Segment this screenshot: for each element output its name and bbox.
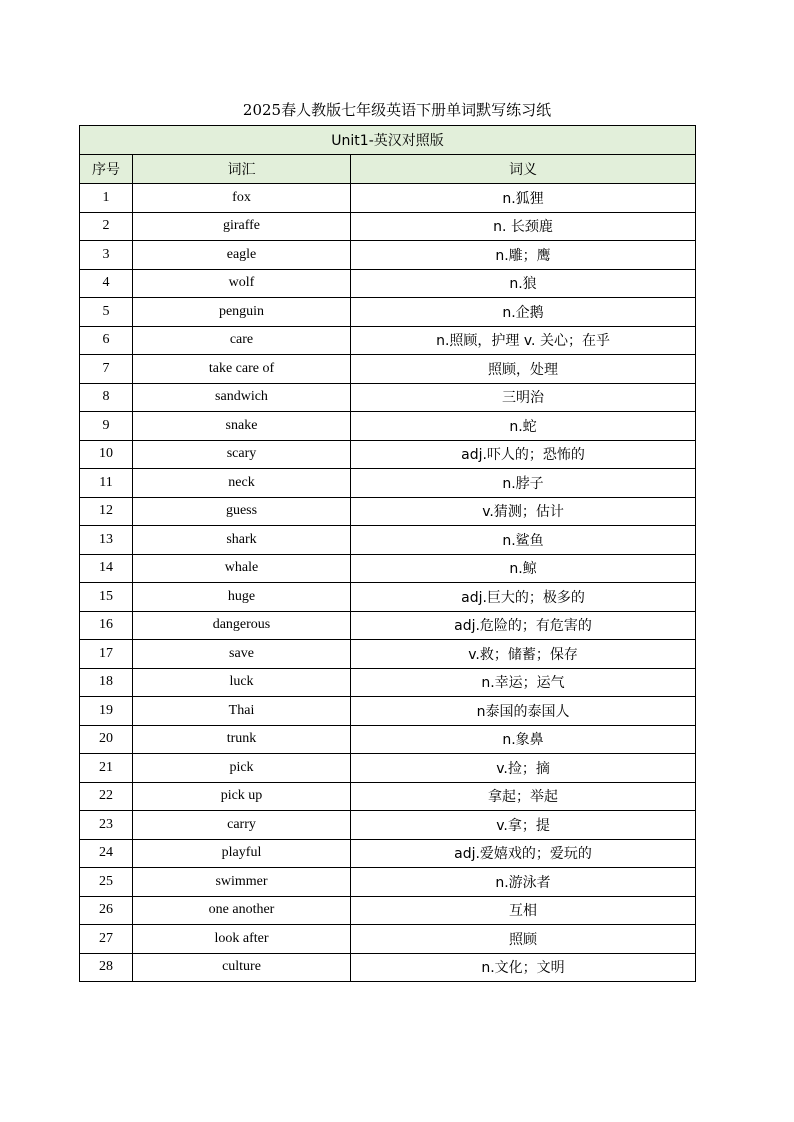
row-word: neck: [133, 469, 351, 498]
row-word: look after: [133, 925, 351, 954]
row-number: 27: [80, 925, 133, 954]
row-word: save: [133, 640, 351, 669]
row-number: 28: [80, 953, 133, 982]
row-number: 3: [80, 241, 133, 270]
row-meaning: 互相: [351, 896, 696, 925]
column-header-word: 词汇: [133, 155, 351, 184]
row-number: 10: [80, 440, 133, 469]
row-number: 13: [80, 526, 133, 555]
row-word: giraffe: [133, 212, 351, 241]
row-meaning: 照顾，处理: [351, 355, 696, 384]
row-number: 26: [80, 896, 133, 925]
row-word: sandwich: [133, 383, 351, 412]
row-word: scary: [133, 440, 351, 469]
row-meaning: adj.巨大的；极多的: [351, 583, 696, 612]
table-row: [80, 754, 696, 783]
row-number: 4: [80, 269, 133, 298]
row-word: pick up: [133, 782, 351, 811]
row-word: luck: [133, 668, 351, 697]
table-row: [80, 469, 696, 498]
table-row: [80, 383, 696, 412]
row-word: playful: [133, 839, 351, 868]
row-word: one another: [133, 896, 351, 925]
table-row: [80, 725, 696, 754]
table-row: [80, 554, 696, 583]
row-word: guess: [133, 497, 351, 526]
row-meaning: n.游泳者: [351, 868, 696, 897]
row-meaning: adj.危险的；有危害的: [351, 611, 696, 640]
row-word: take care of: [133, 355, 351, 384]
row-meaning: n.鲨鱼: [351, 526, 696, 555]
table-row: [80, 640, 696, 669]
row-meaning: v.救；储蓄；保存: [351, 640, 696, 669]
column-header-number: 序号: [80, 155, 133, 184]
row-meaning: 三明治: [351, 383, 696, 412]
table-row: [80, 811, 696, 840]
row-word: huge: [133, 583, 351, 612]
row-number: 22: [80, 782, 133, 811]
table-row: [80, 184, 696, 213]
row-number: 7: [80, 355, 133, 384]
row-word: swimmer: [133, 868, 351, 897]
page-title: 2025春人教版七年级英语下册单词默写练习纸: [242, 101, 552, 119]
row-word: shark: [133, 526, 351, 555]
row-word: culture: [133, 953, 351, 982]
row-number: 24: [80, 839, 133, 868]
column-header-row: [80, 155, 696, 184]
row-meaning: n.象鼻: [351, 725, 696, 754]
row-word: trunk: [133, 725, 351, 754]
row-word: wolf: [133, 269, 351, 298]
row-word: whale: [133, 554, 351, 583]
row-meaning: n.幸运；运气: [351, 668, 696, 697]
row-word: Thai: [133, 697, 351, 726]
row-number: 1: [80, 184, 133, 213]
vocabulary-rows: [80, 184, 696, 982]
row-number: 9: [80, 412, 133, 441]
row-number: 20: [80, 725, 133, 754]
row-meaning: adj.吓人的；恐怖的: [351, 440, 696, 469]
row-word: care: [133, 326, 351, 355]
column-header-meaning: 词义: [351, 155, 696, 184]
table-row: [80, 412, 696, 441]
row-meaning: adj.爱嬉戏的；爱玩的: [351, 839, 696, 868]
row-meaning: n.鲸: [351, 554, 696, 583]
row-number: 5: [80, 298, 133, 327]
row-meaning: n. 长颈鹿: [351, 212, 696, 241]
row-number: 2: [80, 212, 133, 241]
table-row: [80, 668, 696, 697]
table-row: [80, 697, 696, 726]
row-word: pick: [133, 754, 351, 783]
row-word: carry: [133, 811, 351, 840]
table-row: [80, 241, 696, 270]
row-meaning: v.捡；摘: [351, 754, 696, 783]
row-word: snake: [133, 412, 351, 441]
row-meaning: v.拿；提: [351, 811, 696, 840]
table-row: [80, 611, 696, 640]
table-row: [80, 782, 696, 811]
table-row: [80, 497, 696, 526]
unit-header: Unit1-英汉对照版: [80, 126, 696, 155]
row-number: 21: [80, 754, 133, 783]
row-meaning: n泰国的泰国人: [351, 697, 696, 726]
row-number: 11: [80, 469, 133, 498]
row-word: eagle: [133, 241, 351, 270]
table-row: [80, 212, 696, 241]
row-meaning: n.雕；鹰: [351, 241, 696, 270]
table-row: [80, 839, 696, 868]
table-row: [80, 896, 696, 925]
row-meaning: v.猜测；估计: [351, 497, 696, 526]
row-meaning: n.狐狸: [351, 184, 696, 213]
row-word: dangerous: [133, 611, 351, 640]
row-number: 6: [80, 326, 133, 355]
table-row: [80, 868, 696, 897]
row-word: penguin: [133, 298, 351, 327]
row-word: fox: [133, 184, 351, 213]
row-number: 23: [80, 811, 133, 840]
vocabulary-table: [79, 125, 696, 982]
row-number: 18: [80, 668, 133, 697]
table-row: [80, 269, 696, 298]
row-meaning: n.狼: [351, 269, 696, 298]
row-meaning: 照顾: [351, 925, 696, 954]
row-number: 14: [80, 554, 133, 583]
row-meaning: n.蛇: [351, 412, 696, 441]
table-row: [80, 298, 696, 327]
row-meaning: n.文化；文明: [351, 953, 696, 982]
row-meaning: n.企鹅: [351, 298, 696, 327]
row-meaning: n.照顾，护理 v. 关心；在乎: [351, 326, 696, 355]
row-number: 16: [80, 611, 133, 640]
table-row: [80, 925, 696, 954]
unit-header-row: [80, 126, 696, 155]
table-row: [80, 953, 696, 982]
table-row: [80, 440, 696, 469]
row-number: 12: [80, 497, 133, 526]
row-number: 25: [80, 868, 133, 897]
row-number: 19: [80, 697, 133, 726]
row-number: 17: [80, 640, 133, 669]
table-row: [80, 355, 696, 384]
table-row: [80, 583, 696, 612]
table-row: [80, 526, 696, 555]
row-meaning: 拿起；举起: [351, 782, 696, 811]
row-number: 8: [80, 383, 133, 412]
row-meaning: n.脖子: [351, 469, 696, 498]
row-number: 15: [80, 583, 133, 612]
table-row: [80, 326, 696, 355]
